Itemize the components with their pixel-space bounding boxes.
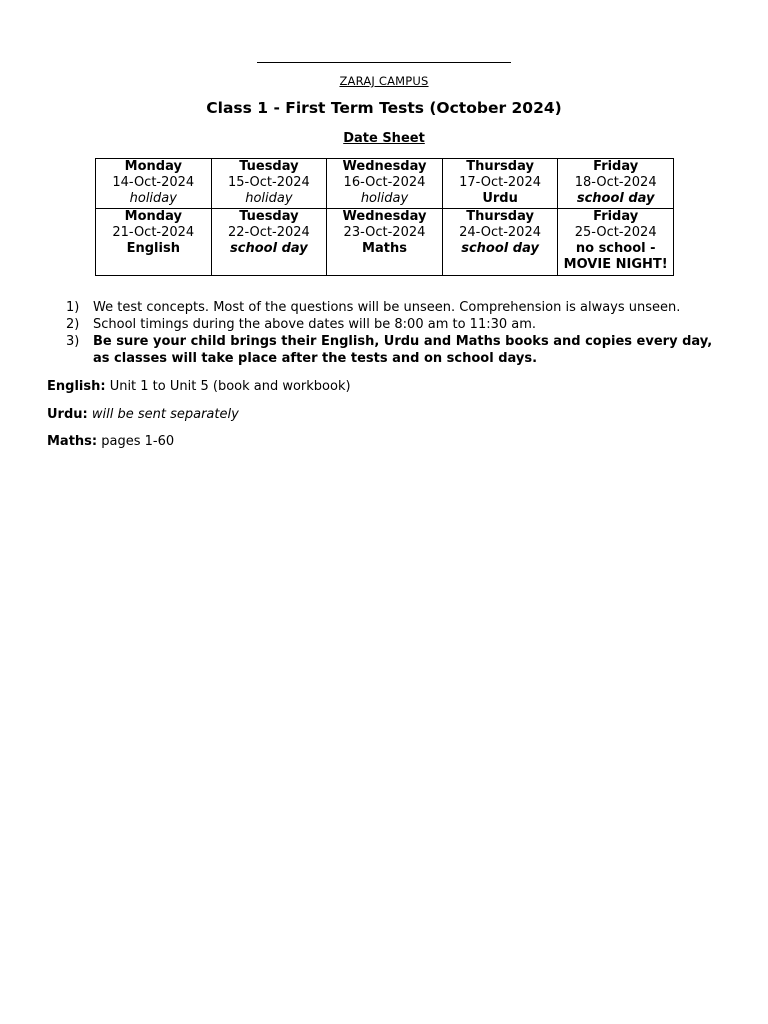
list-item [66,333,726,367]
event-label: Urdu [482,191,518,206]
day-label: Monday [124,159,182,174]
campus-name: ZARAJ CAMPUS [339,74,429,88]
day-label: Wednesday [342,159,427,174]
event-label: English [126,241,180,256]
table-row-week-1 [96,159,674,209]
table-row-week-2 [96,209,674,276]
subject-label: English: [47,379,106,394]
cell-tue-22 [211,209,327,276]
date-label: 23-Oct-2024 [343,225,426,240]
note-text: We test concepts. Most of the questions will be unseen. Comprehension is always unseen. [93,300,681,315]
date-label: 14-Oct-2024 [112,175,195,190]
cell-fri-18 [558,159,674,209]
event-label: holiday [245,191,293,206]
subject-label: Maths: [47,434,98,449]
note-text: School timings during the above dates will be 8:00 am to 11:30 am. [93,317,537,332]
event-label-2: MOVIE NIGHT! [563,257,668,272]
subject-label: Urdu: [47,407,88,422]
cell-mon-14 [96,159,212,209]
day-label: Tuesday [239,159,299,174]
list-number: 3) [66,334,80,349]
day-label: Thursday [466,159,534,174]
event-label: no school - [575,241,656,256]
event-label: holiday [129,191,177,206]
date-label: 15-Oct-2024 [227,175,310,190]
day-label: Friday [593,159,639,174]
day-label: Tuesday [239,209,299,224]
subject-text: Unit 1 to Unit 5 (book and workbook) [109,379,351,394]
syllabus-urdu [47,406,239,423]
event-label: school day [576,191,655,206]
document-title: Class 1 - First Term Tests (October 2024) [206,99,562,117]
date-label: 25-Oct-2024 [574,225,657,240]
day-label: Wednesday [342,209,427,224]
date-label: 24-Oct-2024 [459,225,541,240]
day-label: Monday [124,209,182,224]
day-label: Thursday [466,209,534,224]
cell-thu-17 [442,159,558,209]
event-label: holiday [360,191,409,206]
notes-list [66,299,726,367]
list-item [66,316,726,333]
event-label: school day [461,241,539,256]
syllabus-maths [47,433,174,450]
list-item [66,299,726,316]
date-label: 16-Oct-2024 [343,175,426,190]
cell-tue-15 [211,159,327,209]
date-label: 17-Oct-2024 [459,175,541,190]
cell-fri-25 [558,209,674,276]
date-label: 22-Oct-2024 [227,225,310,240]
cell-thu-24 [442,209,558,276]
date-sheet-table [95,158,674,276]
note-text: Be sure your child brings their English, Urdu and Maths books and copies every day, as classes will take place after the tests and on school days. [93,334,713,366]
subject-text: pages 1-60 [101,434,175,449]
subject-text: will be sent separately [91,407,239,422]
day-label: Friday [593,209,639,224]
cell-mon-21 [96,209,212,276]
event-label: school day [230,241,308,256]
cell-wed-23 [327,209,443,276]
syllabus-english [47,378,351,395]
cell-wed-16 [327,159,443,209]
list-number: 2) [66,317,80,332]
date-label: 18-Oct-2024 [574,175,657,190]
header-rule [257,62,511,63]
event-label: Maths [362,241,407,256]
date-sheet-heading: Date Sheet [343,131,425,146]
list-number: 1) [66,300,80,315]
date-label: 21-Oct-2024 [112,225,195,240]
